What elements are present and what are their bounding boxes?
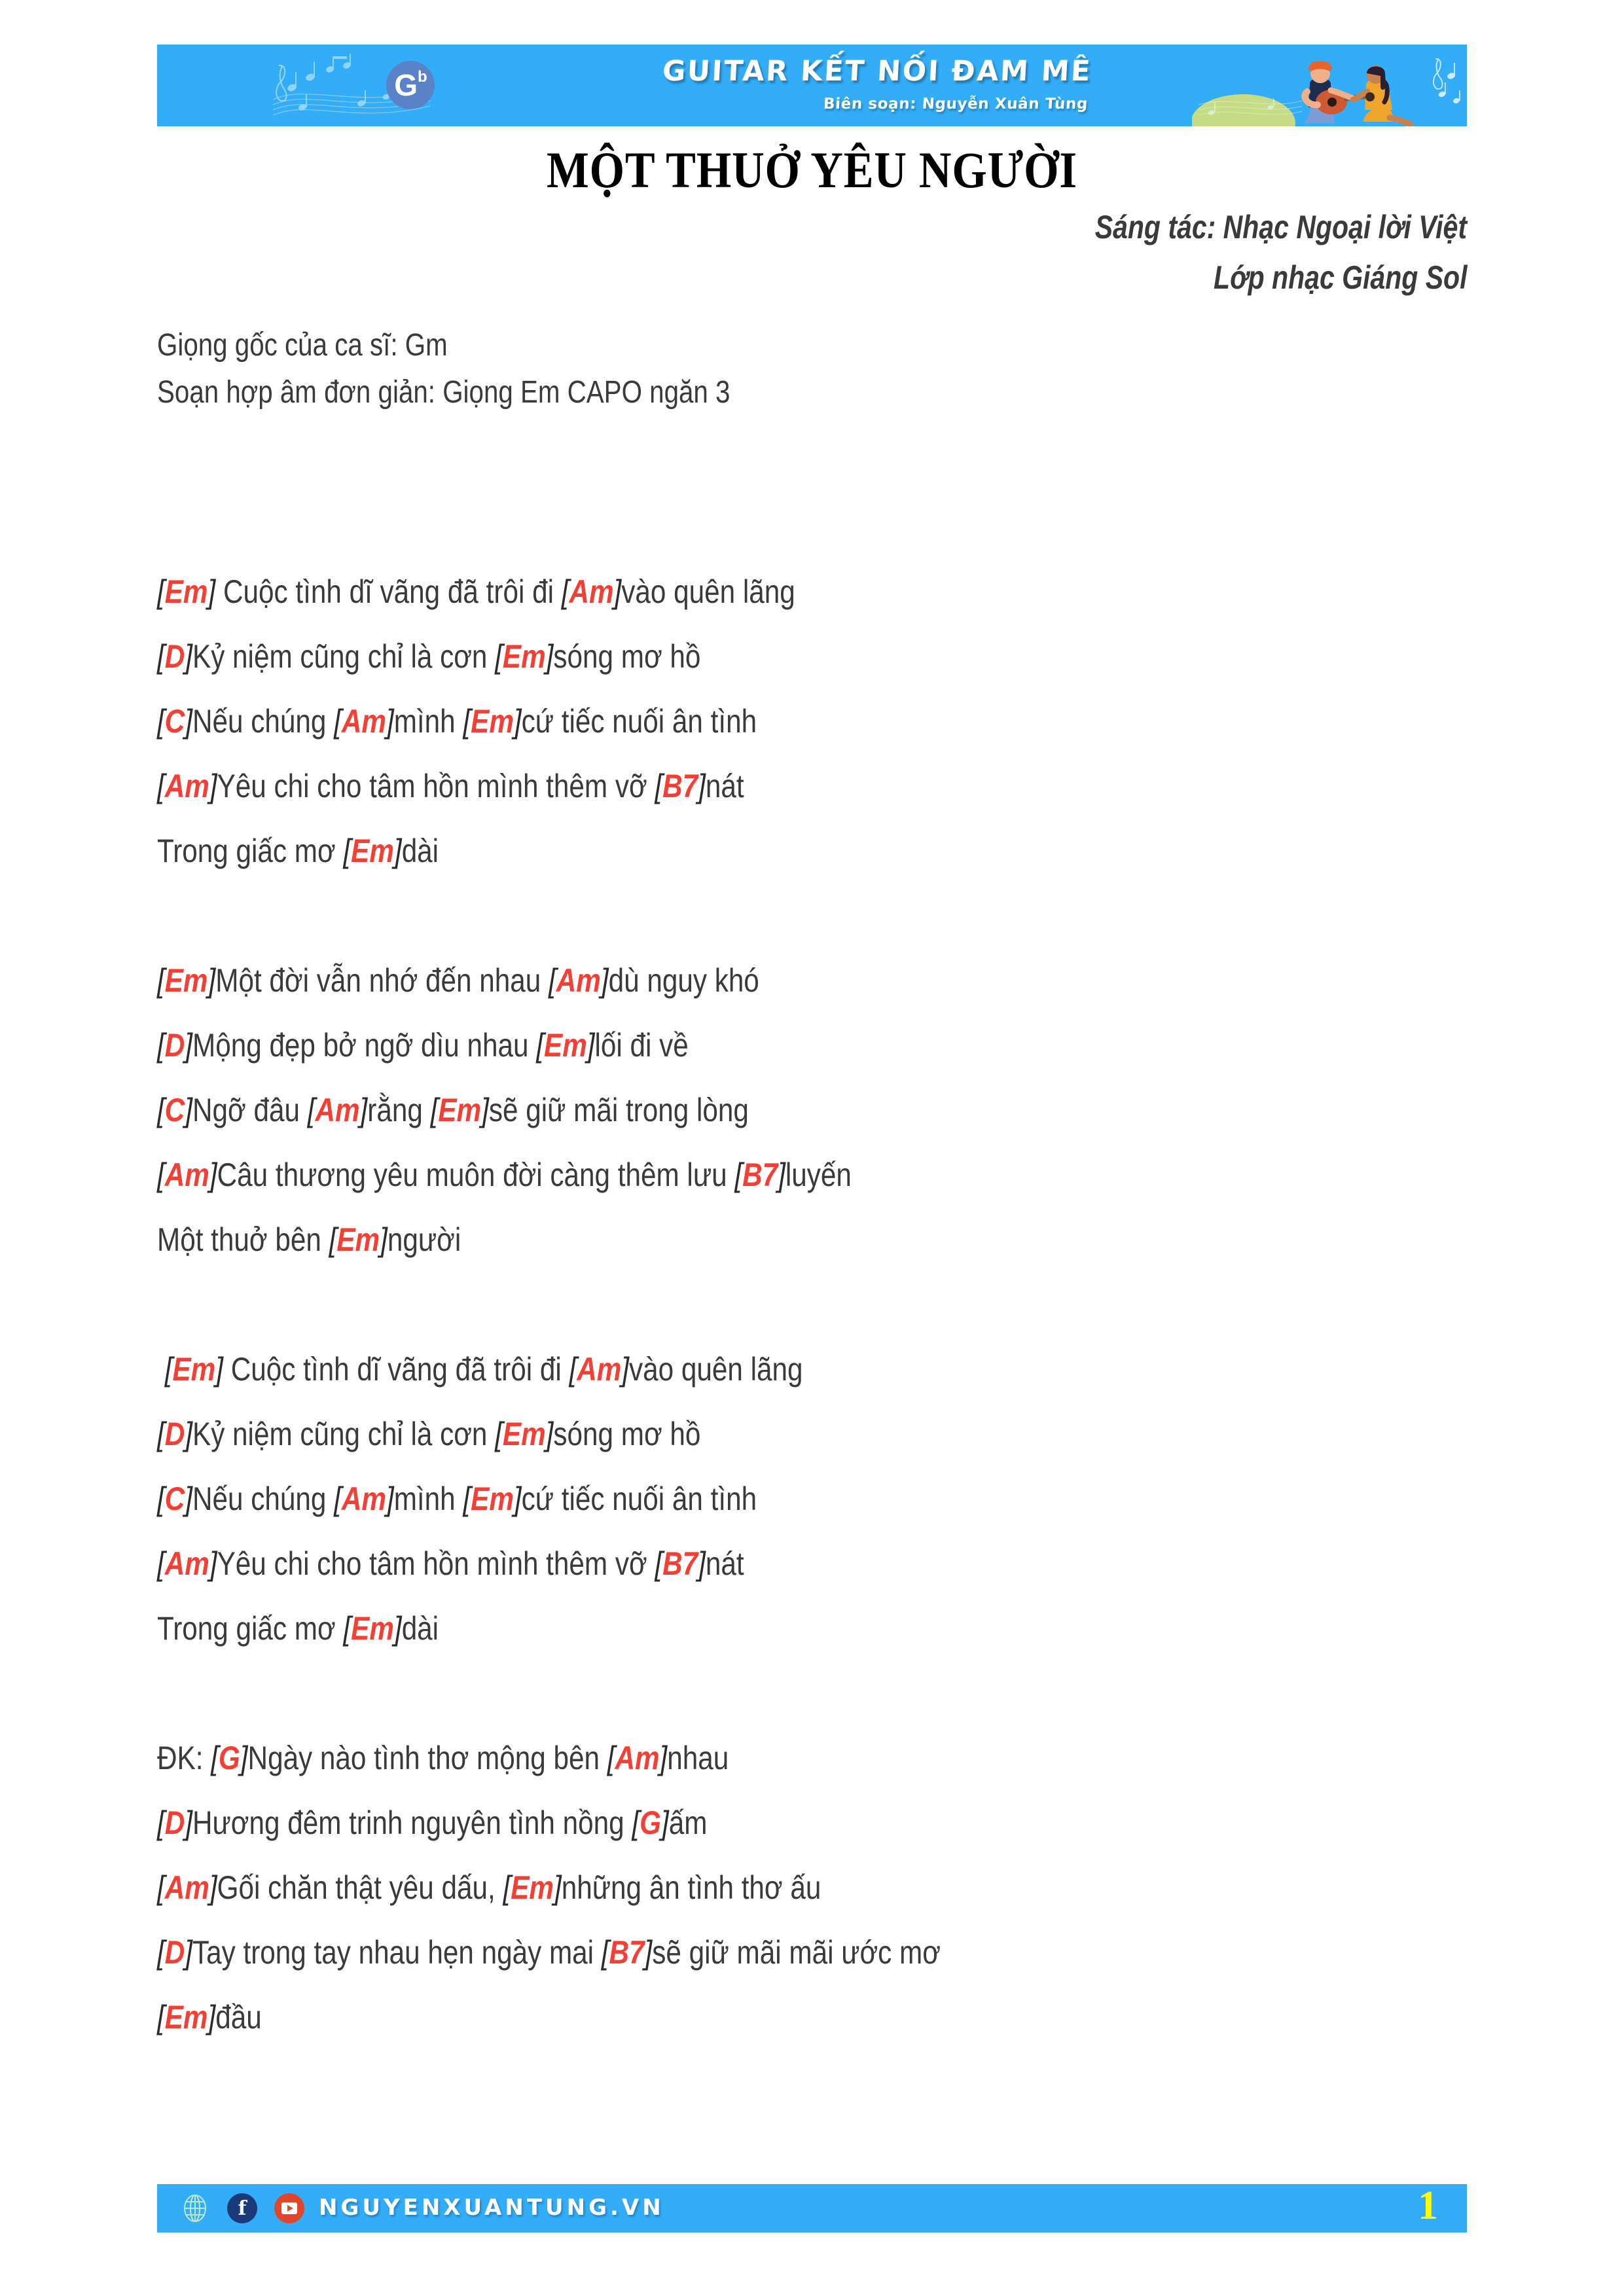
chord-marker: [D] <box>157 1804 193 1841</box>
chord-name: D <box>164 1416 185 1452</box>
chord-marker: [Em] <box>157 1999 216 2036</box>
lyric-text: Một thuở bên <box>157 1221 329 1258</box>
lyric-text: lối đi về <box>594 1027 689 1064</box>
chord-marker: [Em] <box>536 1027 595 1064</box>
lyric-text: cứ tiếc nuối ân tình <box>521 703 757 740</box>
chord-name: Am <box>615 1740 660 1776</box>
website-url[interactable]: NGUYENXUANTUNG.VN <box>319 2195 664 2221</box>
chord-marker: [G] <box>632 1804 669 1841</box>
chord-name: Em <box>511 1869 554 1906</box>
lyric-line <box>157 560 1319 624</box>
chord-marker: [Em] <box>157 962 216 999</box>
lyric-text: ĐK: <box>157 1740 211 1776</box>
chord-marker: [Em] <box>343 833 402 869</box>
chord-marker: [Em] <box>495 1416 554 1452</box>
chord-name: C <box>164 703 185 740</box>
lyric-line <box>157 1856 1319 1920</box>
lyric-line <box>157 1726 1319 1791</box>
lyric-text: sẽ giữ mãi mãi ước mơ <box>652 1934 941 1971</box>
chord-marker: [Am] <box>307 1092 368 1128</box>
lyric-line <box>157 1143 1319 1208</box>
youtube-icon[interactable] <box>272 2191 306 2225</box>
lyric-text: vào quên lãng <box>629 1351 803 1388</box>
chord-marker: [Am] <box>334 1480 394 1517</box>
chord-marker: [D] <box>157 638 193 675</box>
lyric-text: cứ tiếc nuối ân tình <box>521 1480 757 1517</box>
chord-marker: [D] <box>157 1027 193 1064</box>
chord-marker: [Em] <box>329 1221 388 1258</box>
chord-name: Am <box>341 703 386 740</box>
lyric-text: Một đời vẫn nhớ đến nhau <box>215 962 549 999</box>
lyric-line <box>157 948 1319 1013</box>
lyric-text: Trong giấc mơ <box>157 1610 344 1647</box>
lyric-text: Ngày nào tình thơ mộng bên <box>247 1740 607 1776</box>
lyric-text <box>157 1351 165 1388</box>
social-icons <box>178 2191 306 2225</box>
chord-name: Em <box>502 638 546 675</box>
page-number: 1 <box>1418 2183 1438 2228</box>
chord-name: Am <box>569 573 614 610</box>
lyric-text: rằng <box>367 1092 431 1128</box>
chord-name: C <box>164 1480 185 1517</box>
chord-marker: [C] <box>157 1092 193 1128</box>
chord-name: Em <box>351 1610 394 1647</box>
chord-name: Am <box>341 1480 386 1517</box>
chord-name: G <box>640 1804 662 1841</box>
lyric-text: mình <box>393 703 463 740</box>
guitar-players-illustration <box>1192 45 1467 126</box>
chord-name: Am <box>164 1157 209 1193</box>
lyric-text: sóng mơ hồ <box>553 638 701 675</box>
lyric-line <box>157 1532 1319 1596</box>
play-triangle-icon <box>287 2205 293 2212</box>
chord-marker: [Am] <box>157 1545 217 1582</box>
header-banner <box>157 45 1467 126</box>
lyrics-body <box>157 560 1532 2050</box>
logo-letter-b: b <box>418 68 427 86</box>
lyric-text: Cuộc tình dĩ vãng đã trôi đi <box>223 1351 569 1388</box>
gb-logo-icon <box>386 61 435 109</box>
lyric-text: Tay trong tay nhau hẹn ngày mai <box>192 1934 602 1971</box>
lyric-text: Ngỡ đâu <box>192 1092 308 1128</box>
globe-icon[interactable] <box>178 2191 212 2225</box>
chord-marker: [D] <box>157 1934 193 1971</box>
chord-marker: [B7] <box>655 768 706 804</box>
lyric-text: Câu thương yêu muôn đời càng thêm lưu <box>217 1157 735 1193</box>
banner-subtitle: Biên soạn: Nguyễn Xuân Tùng <box>823 96 1089 113</box>
stanza-gap <box>157 1661 1532 1726</box>
lyric-line <box>157 754 1319 819</box>
lyric-line <box>157 689 1319 754</box>
chord-name: D <box>164 638 185 675</box>
lyric-text: Trong giấc mơ <box>157 833 344 869</box>
chord-name: G <box>218 1740 240 1776</box>
chord-marker: [Em] <box>503 1869 562 1906</box>
lyric-text: dù nguy khó <box>608 962 759 999</box>
chord-name: C <box>164 1092 185 1128</box>
stanza-gap <box>157 884 1532 948</box>
lyric-text: Kỷ niệm cũng chỉ là cơn <box>192 638 496 675</box>
chord-name: Am <box>164 1545 209 1582</box>
chord-name: Em <box>351 833 394 869</box>
chord-name: Em <box>164 573 208 610</box>
chord-name: B7 <box>742 1157 778 1193</box>
lyric-text: đầu <box>215 1999 262 2036</box>
chord-marker: [G] <box>211 1740 248 1776</box>
youtube-play-shape <box>281 2202 297 2214</box>
lyric-text: vào quên lãng <box>621 573 795 610</box>
chord-name: B7 <box>662 1545 698 1582</box>
lyric-text: nát <box>705 1545 744 1582</box>
lyric-text: nhau <box>667 1740 729 1776</box>
chord-name: Am <box>164 1869 209 1906</box>
lyric-text: dài <box>401 833 439 869</box>
chord-name: Em <box>502 1416 546 1452</box>
lyric-line <box>157 1467 1319 1532</box>
lyric-text: Hương đêm trinh nguyên tình nồng <box>192 1804 632 1841</box>
chord-name: Am <box>556 962 601 999</box>
lyric-line <box>157 624 1319 689</box>
chord-name: Am <box>315 1092 360 1128</box>
chord-marker: [Am] <box>561 573 622 610</box>
composer-credit: Sáng tác: Nhạc Ngoại lời Việt <box>1094 209 1467 245</box>
chord-name: B7 <box>609 1934 645 1971</box>
chord-name: Em <box>471 1480 514 1517</box>
lyric-text: Cuộc tình dĩ vãng đã trôi đi <box>215 573 562 610</box>
lyric-text: Yêu chi cho tâm hồn mình thêm vỡ <box>217 1545 655 1582</box>
chord-name: Em <box>438 1092 482 1128</box>
chord-marker: [D] <box>157 1416 193 1452</box>
chord-marker: [B7] <box>601 1934 653 1971</box>
chord-marker: [Am] <box>334 703 394 740</box>
chord-name: B7 <box>662 768 698 804</box>
banner-title: GUITAR KẾT NỐI ĐAM MÊ <box>661 55 1093 88</box>
chord-marker: [Em] <box>157 573 216 610</box>
chord-marker: [C] <box>157 703 193 740</box>
chord-marker: [Em] <box>430 1092 489 1128</box>
lyric-line <box>157 1791 1319 1856</box>
lyric-text: ấm <box>668 1804 708 1841</box>
chord-name: Em <box>164 962 208 999</box>
chord-marker: [C] <box>157 1480 193 1517</box>
lyric-text: dài <box>401 1610 439 1647</box>
chord-marker: [Am] <box>157 1869 217 1906</box>
chord-marker: [Em] <box>343 1610 402 1647</box>
lyric-text: sẽ giữ mãi trong lòng <box>488 1092 749 1128</box>
lyric-line <box>157 1337 1319 1402</box>
chord-marker: [Am] <box>157 1157 217 1193</box>
chord-marker: [B7] <box>734 1157 785 1193</box>
simple-key-line: Soạn hợp âm đơn giản: Giọng Em CAPO ngăn 3 <box>157 375 731 410</box>
logo-letter-g: G <box>394 68 418 102</box>
lyric-line <box>157 819 1319 884</box>
facebook-glyph: f <box>227 2193 257 2223</box>
chord-marker: [Em] <box>463 703 522 740</box>
chord-name: Em <box>544 1027 587 1064</box>
lyric-text: Nếu chúng <box>192 703 334 740</box>
lyric-line <box>157 1402 1319 1467</box>
lyric-text: Kỷ niệm cũng chỉ là cơn <box>192 1416 496 1452</box>
lyric-text: nát <box>705 768 744 804</box>
original-key-line: Giọng gốc của ca sĩ: Gm <box>157 328 448 363</box>
chord-name: D <box>164 1027 185 1064</box>
lyric-text: sóng mơ hồ <box>553 1416 701 1452</box>
lyric-text: mình <box>393 1480 463 1517</box>
youtube-circle <box>274 2193 304 2223</box>
chord-name: Am <box>164 768 209 804</box>
lyric-line <box>157 1596 1319 1661</box>
chord-name: Am <box>577 1351 622 1388</box>
chord-marker: [Am] <box>549 962 609 999</box>
lyric-line <box>157 1985 1319 2050</box>
chord-name: Em <box>336 1221 380 1258</box>
lyric-line <box>157 1078 1319 1143</box>
chord-name: Em <box>471 703 514 740</box>
chord-name: D <box>164 1804 185 1841</box>
school-credit: Lớp nhạc Giáng Sol <box>1213 259 1467 296</box>
chord-marker: [Em] <box>495 638 554 675</box>
lyric-text: người <box>387 1221 461 1258</box>
lyric-text: Nếu chúng <box>192 1480 334 1517</box>
chord-name: Em <box>172 1351 216 1388</box>
lyric-line <box>157 1208 1319 1272</box>
chord-marker: [Em] <box>164 1351 224 1388</box>
page-title: MỘT THUỞ YÊU NGƯỜI <box>546 141 1078 198</box>
chord-name: Em <box>164 1999 208 2036</box>
lyric-text: Mộng đẹp bở ngỡ dìu nhau <box>192 1027 537 1064</box>
chord-marker: [Am] <box>157 768 217 804</box>
lyric-line <box>157 1920 1319 1985</box>
lyric-text: luyến <box>785 1157 852 1193</box>
lyric-text: Gối chăn thật yêu dấu, <box>217 1869 503 1906</box>
chord-name: D <box>164 1934 185 1971</box>
chord-marker: [Am] <box>607 1740 668 1776</box>
lyric-text: những ân tình thơ ấu <box>561 1869 821 1906</box>
chord-marker: [Am] <box>569 1351 630 1388</box>
chord-marker: [Em] <box>463 1480 522 1517</box>
lyric-line <box>157 1013 1319 1078</box>
facebook-icon[interactable] <box>225 2191 259 2225</box>
chord-marker: [B7] <box>655 1545 706 1582</box>
lyric-text: Yêu chi cho tâm hồn mình thêm vỡ <box>217 768 655 804</box>
stanza-gap <box>157 1272 1532 1337</box>
footer-bar <box>157 2184 1467 2233</box>
